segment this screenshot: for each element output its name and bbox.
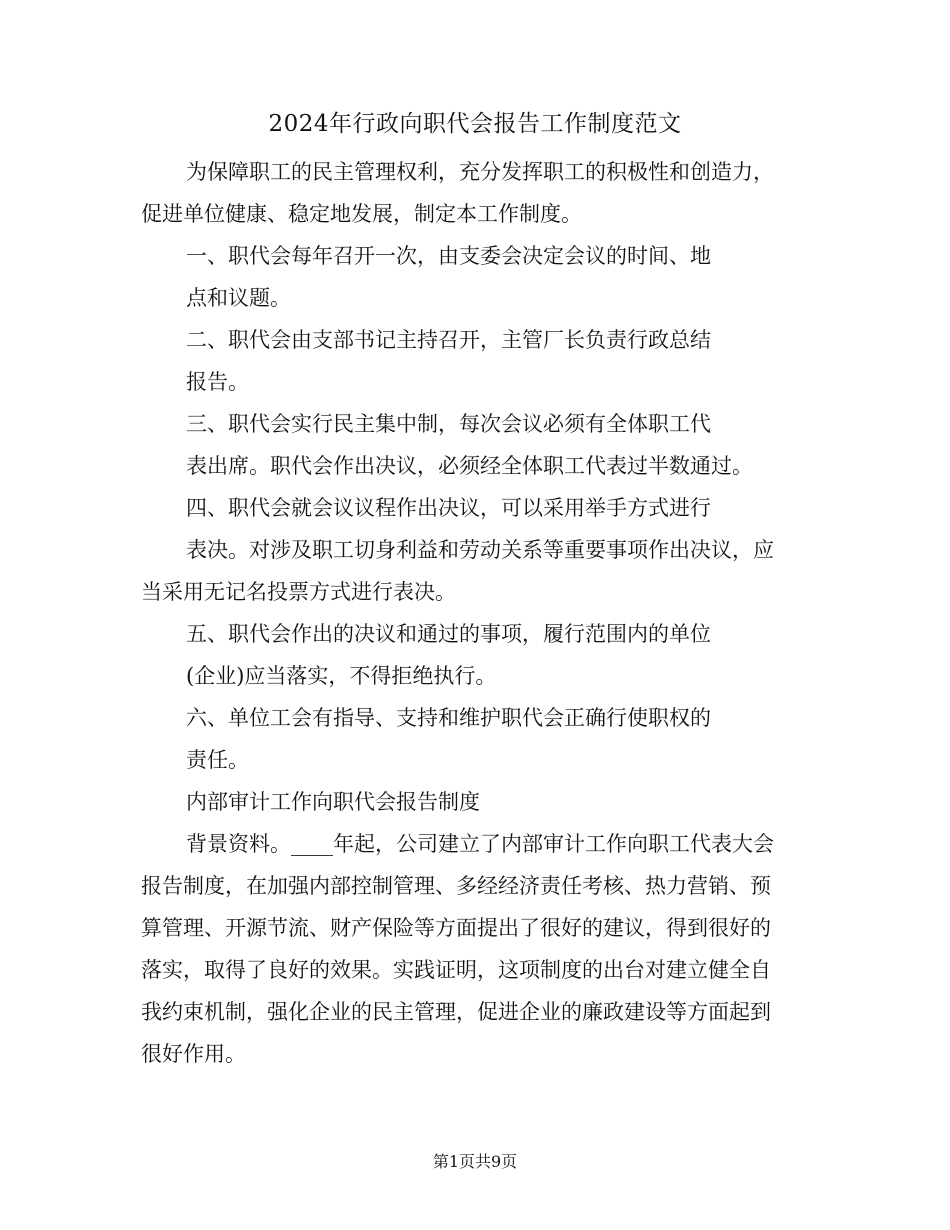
page-number-footer: 第1页共9页 <box>432 1152 518 1171</box>
body-line: 报告制度，在加强内部控制管理、多经经济责任考核、热力营销、预 <box>141 874 771 898</box>
body-line: 促进单位健康、稳定地发展，制定本工作制度。 <box>141 202 582 226</box>
body-line: 报告。 <box>186 370 249 394</box>
document-title: 2024年行政向职代会报告工作制度范文 <box>268 111 682 137</box>
body-line: 表决。对涉及职工切身利益和劳动关系等重要事项作出决议，应 <box>186 538 774 562</box>
body-line: (企业)应当落实，不得拒绝执行。 <box>186 664 497 688</box>
body-line: 我约束机制，强化企业的民主管理，促进企业的廉政建设等方面起到 <box>141 1000 771 1024</box>
body-line: 很好作用。 <box>141 1042 246 1066</box>
body-line: 三、职代会实行民主集中制，每次会议必须有全体职工代 <box>186 412 711 436</box>
section-heading: 内部审计工作向职代会报告制度 <box>186 790 480 814</box>
body-line: 落实，取得了良好的效果。实践证明，这项制度的出台对建立健全自 <box>141 958 771 982</box>
body-line: 点和议题。 <box>186 286 291 310</box>
body-line: 一、职代会每年召开一次，由支委会决定会议的时间、地 <box>186 244 711 268</box>
body-line: 五、职代会作出的决议和通过的事项，履行范围内的单位 <box>186 622 711 646</box>
body-line: 四、职代会就会议议程作出决议，可以采用举手方式进行 <box>186 496 711 520</box>
body-line: 责任。 <box>186 748 249 772</box>
body-line: 算管理、开源节流、财产保险等方面提出了很好的建议，得到很好的 <box>141 916 771 940</box>
body-line: 六、单位工会有指导、支持和维护职代会正确行使职权的 <box>186 706 711 730</box>
body-line: 二、职代会由支部书记主持召开，主管厂长负责行政总结 <box>186 328 711 352</box>
body-line: 为保障职工的民主管理权利，充分发挥职工的积极性和创造力， <box>186 160 774 184</box>
body-line: 当采用无记名投票方式进行表决。 <box>141 580 456 604</box>
body-line: 背景资料。____年起，公司建立了内部审计工作向职工代表大会 <box>186 832 774 856</box>
body-line: 表出席。职代会作出决议，必须经全体职工代表过半数通过。 <box>186 454 753 478</box>
